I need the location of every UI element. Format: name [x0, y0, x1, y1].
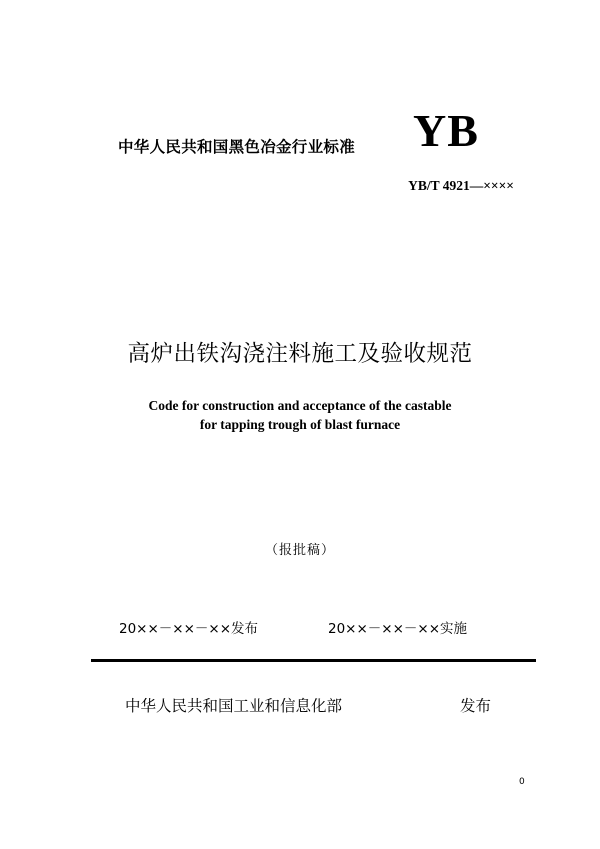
document-title-english-line2: for tapping trough of blast furnace: [199, 417, 401, 432]
industry-standard-name: 中华人民共和国黑色冶金行业标准: [118, 138, 356, 156]
page-number: 0: [519, 777, 525, 787]
document-title-english-line1: Code for construction and acceptance of the castable: [148, 398, 452, 413]
document-title-chinese: 高炉出铁沟浇注料施工及验收规范: [127, 341, 473, 367]
issue-date: 20××－××－××发布: [119, 621, 259, 637]
implementation-date: 20××－××－××实施: [328, 621, 468, 637]
issuing-authority: 中华人民共和国工业和信息化部: [125, 697, 343, 715]
issue-label: 发布: [460, 697, 492, 715]
yb-logo: YB: [413, 105, 479, 156]
horizontal-divider: [91, 659, 536, 662]
draft-status: （报批稿）: [264, 543, 335, 558]
standard-number: YB/T 4921—××××: [408, 178, 514, 193]
